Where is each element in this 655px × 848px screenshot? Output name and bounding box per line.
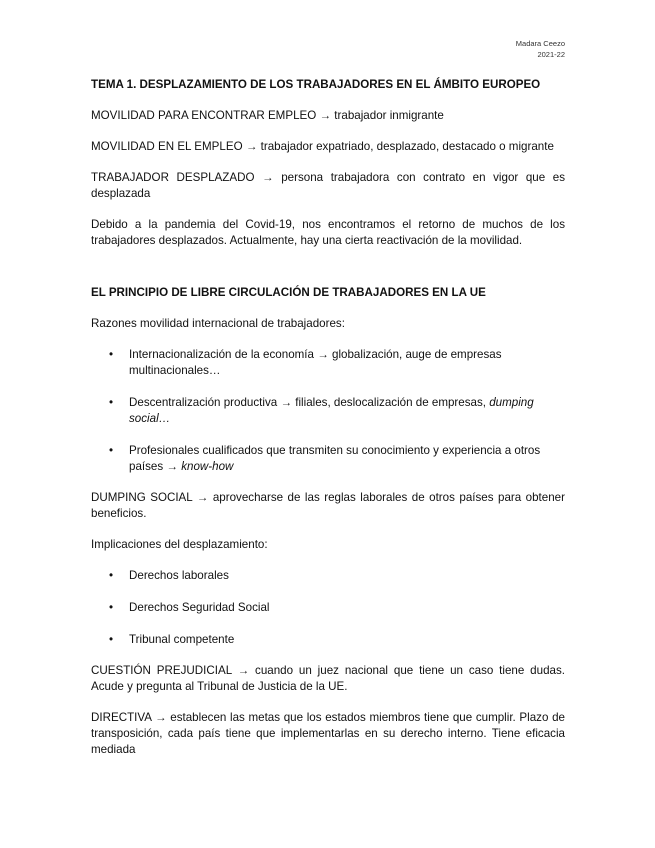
paragraph-movilidad-en-empleo: MOVILIDAD EN EL EMPLEO → trabajador expatriado, desplazado, destacado o migrante — [91, 140, 554, 153]
paragraph-implicaciones: Implicaciones del desplazamiento: — [91, 538, 268, 551]
list-item: • Tribunal competente — [129, 632, 565, 648]
paragraph-cuestion-prejudicial: CUESTIÓN PREJUDICIAL → cuando un juez nacional que tiene un caso tiene dudas. Acude y pregunta al Tribunal de Justicia de la UE. — [91, 664, 565, 693]
document-body — [91, 77, 565, 773]
paragraph-directiva: DIRECTIVA → establecen las metas que los estados miembros tiene que cumplir. Plazo de transposición, cada país tiene que implementarlas en su derecho interno. Tiene eficacia mediada — [91, 711, 565, 756]
implications-list — [91, 568, 565, 648]
list-item: • Derechos Seguridad Social — [129, 600, 565, 616]
section-title: EL PRINCIPIO DE LIBRE CIRCULACIÓN DE TRABAJADORES EN LA UE — [91, 286, 486, 299]
page-header — [516, 38, 565, 60]
paragraph-dumping-social: DUMPING SOCIAL → aprovecharse de las reglas laborales de otros países para obtener beneficios. — [91, 491, 565, 520]
author-name: Madara Ceezo — [515, 39, 565, 48]
reasons-list — [91, 347, 565, 475]
list-item: • Derechos laborales — [129, 568, 565, 584]
list-item: • Descentralización productiva → filiales, deslocalización de empresas, dumping social… — [129, 395, 565, 427]
paragraph-trabajador-desplazado: TRABAJADOR DESPLAZADO → persona trabajadora con contrato en vigor que es desplazada — [91, 171, 565, 200]
list-item: • Internacionalización de la economía → globalización, auge de empresas multinacionales… — [129, 347, 565, 379]
document-title: TEMA 1. DESPLAZAMIENTO DE LOS TRABAJADORES EN EL ÁMBITO EUROPEO — [91, 78, 541, 91]
paragraph-razones: Razones movilidad internacional de trabajadores: — [91, 317, 345, 330]
paragraph-movilidad-empleo: MOVILIDAD PARA ENCONTRAR EMPLEO → trabajador inmigrante — [91, 109, 444, 122]
academic-year: 2021-22 — [537, 50, 565, 59]
list-item: • Profesionales cualificados que transmiten su conocimiento y experiencia a otros países → know-how — [129, 443, 565, 475]
paragraph-pandemia: Debido a la pandemia del Covid-19, nos encontramos el retorno de muchos de los trabajadores desplazados. Actualmente, hay una cierta reactivación de la movilidad. — [91, 218, 565, 247]
